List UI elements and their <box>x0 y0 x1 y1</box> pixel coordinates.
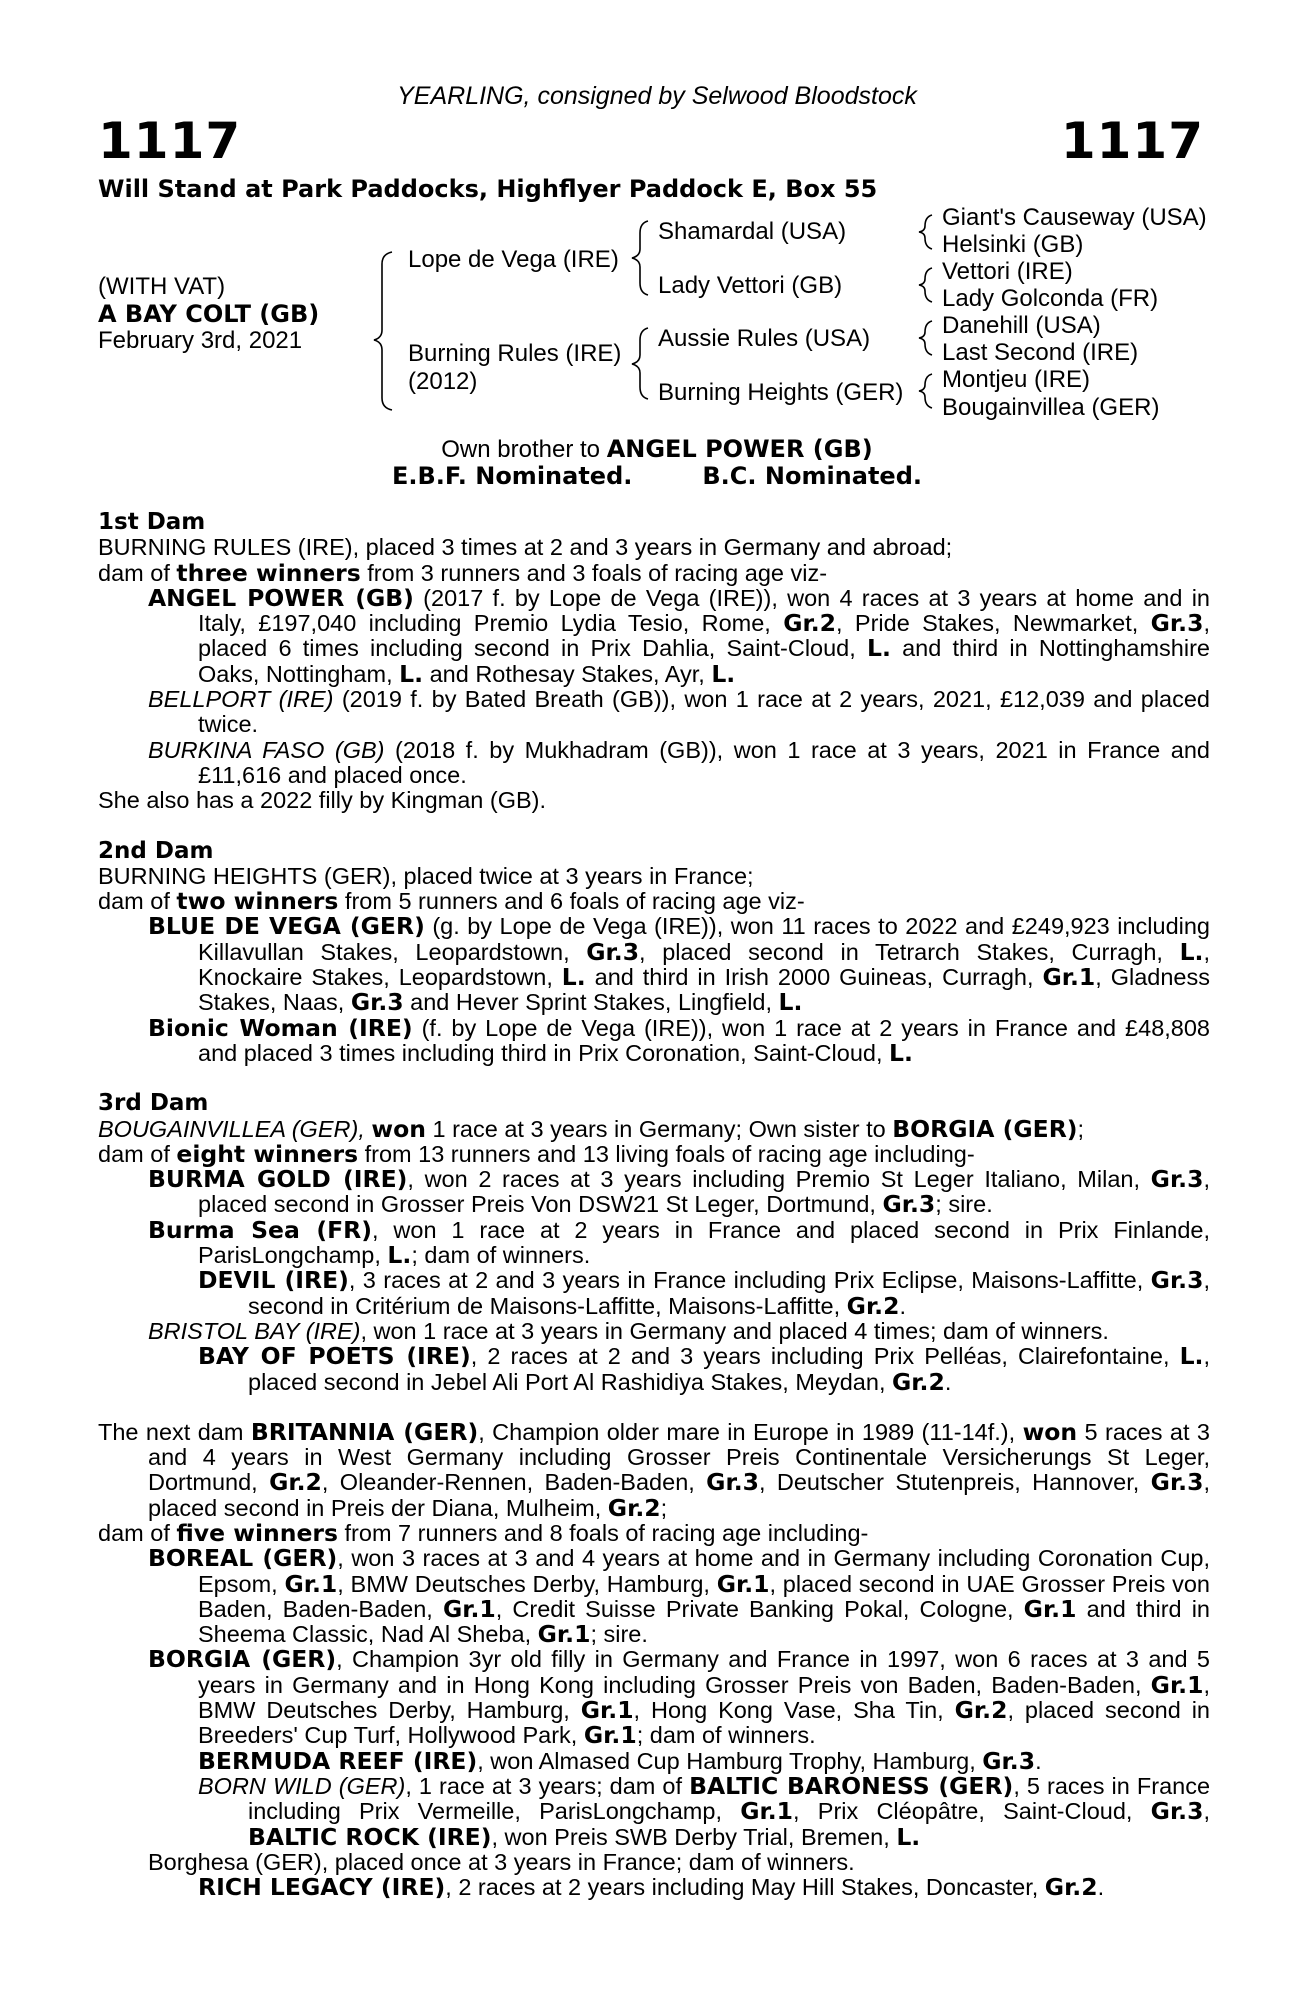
section-title: 1st Dam <box>98 509 206 535</box>
dam-produce-line: dam of eight winners from 13 runners and 13 living foals of racing age including- <box>98 1139 975 1168</box>
section-title: 3rd Dam <box>98 1090 209 1117</box>
produce-entry: DEVIL (IRE), 3 races at 2 and 3 years in France including Prix Eclipse, Maisons-Laffitte, Gr.3, second in Critérium de Maisons-Laffitte, Maisons-Laffitte, Gr.2. <box>198 1266 1210 1320</box>
foaling-date: February 3rd, 2021 <box>98 327 303 354</box>
next-dam-section <box>98 1417 1211 1902</box>
pedigree-sire-dam: Lady Vettori (GB) <box>658 272 843 299</box>
pedigree-gen3-8: Bougainvillea (GER) <box>942 394 1160 421</box>
dam-line: BURNING HEIGHTS (GER), placed twice at 3 years in France; <box>98 862 754 889</box>
third-dam-section <box>98 1091 1210 1395</box>
produce-entry: BURMA GOLD (IRE), won 2 races at 3 years including Premio St Leger Italiano, Milan, Gr.3, placed second in Grosser Preis Von DSW21 St Leger, Dortmund, Gr.3; sire. <box>148 1165 1210 1219</box>
produce-entry: BAY OF POETS (IRE), 2 races at 2 and 3 years including Prix Pelléas, Clairefontaine, L., placed second in Jebel Ali Port Al Rashidiya Stakes, Meydan, Gr.2. <box>198 1342 1210 1396</box>
dam-produce-line: dam of three winners from 3 runners and 3 foals of racing age viz- <box>98 558 828 587</box>
produce-entry: Burma Sea (FR), won 1 race at 2 years in France and placed second in Prix Finlande, ParisLongchamp, L.; dam of winners. <box>148 1215 1210 1270</box>
pedigree-gen3-5: Danehill (USA) <box>942 312 1101 339</box>
second-dam-section <box>98 839 1210 1067</box>
lot-number-left: 1117 <box>98 112 242 170</box>
produce-entry: BORGIA (GER), Champion 3yr old filly in Germany and France in 1997, won 6 races at 3 and 5 years in Germany and in Hong Kong including Grosser Preis von Baden, Baden-Baden, Gr.1, BMW Deutsches Derby, Hamburg, Gr.1, Hong Kong Vase, Sha Tin, Gr.2, placed second in Breeders' Cup Turf, Hollywood Park, Gr.1; dam of winners. <box>148 1645 1211 1750</box>
pedigree-gen3-4: Lady Golconda (FR) <box>942 285 1159 312</box>
pedigree-body <box>98 510 1210 1900</box>
pedigree-sire: Lope de Vega (IRE) <box>408 246 619 273</box>
pedigree-gen3-3: Vettori (IRE) <box>942 258 1073 285</box>
pedigree-dam: Burning Rules (IRE) <box>408 340 622 367</box>
first-dam-section <box>98 510 1210 814</box>
lot-number-right: 1117 <box>1060 112 1204 170</box>
produce-entry: BELLPORT (IRE) (2019 f. by Bated Breath (GB)), won 1 race at 2 years, 2021, £12,039 and placed twice. <box>148 686 1211 738</box>
produce-entry: BRISTOL BAY (IRE), won 1 race at 3 years in Germany and placed 4 times; dam of winners. <box>148 1317 1109 1344</box>
produce-entry: BLUE DE VEGA (GER) (g. by Lope de Vega (IRE)), won 11 races to 2022 and £249,923 including Killavullan Stakes, Leopardstown, Gr.3, placed second in Tetrarch Stakes, Curragh, L., Knockaire Stakes, Leopardstown, L. and third in Irish 2000 Guineas, Curragh, Gr.1, Gladness Stakes, Naas, Gr.3 and Hever Sprint Stakes, Lingfield, L. <box>148 912 1211 1017</box>
pedigree-gen3-6: Last Second (IRE) <box>942 339 1139 366</box>
produce-entry: BERMUDA REEF (IRE), won Almased Cup Hamburg Trophy, Hamburg, Gr.3. <box>198 1746 1042 1775</box>
horse-name: A BAY COLT (GB) <box>98 300 320 328</box>
dam-line: BURNING RULES (IRE), placed 3 times at 2 and 3 years in Germany and abroad; <box>98 534 953 561</box>
pedigree-dam-year: (2012) <box>408 368 478 395</box>
dam-line: BOUGAINVILLEA (GER), won 1 race at 3 years in Germany; Own sister to BORGIA (GER); <box>98 1114 1085 1143</box>
stand-location: Will Stand at Park Paddocks, Highflyer Paddock E, Box 55 <box>98 175 878 203</box>
pedigree-gen3-2: Helsinki (GB) <box>942 231 1084 258</box>
produce-entry: ANGEL POWER (GB) (2017 f. by Lope de Vega (IRE)), won 4 races at 3 years at home and in Italy, £197,040 including Premio Lydia Tesio, Rome, Gr.2, Pride Stakes, Newmarket, Gr.3, placed 6 times including second in Prix Dahlia, Saint-Cloud, L. and third in Nottinghamshire Oaks, Nottingham, L. and Rothesay Stakes, Ayr, L. <box>148 583 1210 688</box>
pedigree-gen3-1: Giant's Causeway (USA) <box>942 204 1207 231</box>
produce-entry: BOREAL (GER), won 3 races at 3 and 4 years at home and in Germany including Coronation Cup, Epsom, Gr.1, BMW Deutsches Derby, Hamburg, Gr.1, placed second in UAE Grosser Preis von Baden, Baden-Baden, Gr.1, Credit Suisse Private Banking Pokal, Cologne, Gr.1 and third in Sheema Classic, Nad Al Sheba, Gr.1; sire. <box>148 1544 1210 1649</box>
produce-entry: Borghesa (GER), placed once at 3 years in France; dam of winners. <box>148 1848 855 1875</box>
produce-entry: Bionic Woman (IRE) (f. by Lope de Vega (IRE)), won 1 race at 2 years in France and £48,808 and placed 3 times including third in Prix Coronation, Saint-Cloud, L. <box>148 1013 1210 1067</box>
dam-line: The next dam BRITANNIA (GER), Champion older mare in Europe in 1989 (11-14f.), won 5 races at 3 and 4 years in West Germany including Grosser Preis Continentale Versicherungs St Leger, Dortmund, Gr.2, Oleander-Rennen, Baden-Baden, Gr.3, Deutscher Stutenpreis, Hannover, Gr.3, placed second in Preis der Diana, Mulheim, Gr.2; <box>98 1417 1210 1522</box>
own-brother-note: Own brother to ANGEL POWER (GB) <box>441 435 873 463</box>
catalogue-subtitle: YEARLING, consigned by Selwood Bloodstock <box>397 82 917 110</box>
produce-entry: BURKINA FASO (GB) (2018 f. by Mukhadram (GB)), won 1 race at 3 years, 2021 in France and £11,616 and placed once. <box>148 736 1210 788</box>
pedigree-gen3-7: Montjeu (IRE) <box>942 366 1091 393</box>
produce-entry: RICH LEGACY (IRE), 2 races at 2 years including May Hill Stakes, Doncaster, Gr.2. <box>198 1873 1105 1902</box>
dam-produce-line: dam of two winners from 5 runners and 6 foals of racing age viz- <box>98 887 805 916</box>
pedigree-dam-sire: Aussie Rules (USA) <box>658 325 871 352</box>
dam-produce-line: dam of five winners from 7 runners and 8 foals of racing age including- <box>98 1518 869 1547</box>
vat-note: (WITH VAT) <box>98 273 226 300</box>
section-title: 2nd Dam <box>98 837 214 864</box>
nomination-note: E.B.F. Nominated. B.C. Nominated. <box>391 462 923 490</box>
pedigree-sire-sire: Shamardal (USA) <box>658 218 847 245</box>
pedigree-dam-dam: Burning Heights (GER) <box>658 379 904 406</box>
produce-entry: BORN WILD (GER), 1 race at 3 years; dam of BALTIC BARONESS (GER), 5 races in France including Prix Vermeille, ParisLongchamp, Gr.1, Prix Cléopâtre, Saint-Cloud, Gr.3, BALTIC ROCK (IRE), won Preis SWB Derby Trial, Bremen, L. <box>198 1771 1211 1851</box>
dam-note: She also has a 2022 filly by Kingman (GB). <box>98 787 547 814</box>
